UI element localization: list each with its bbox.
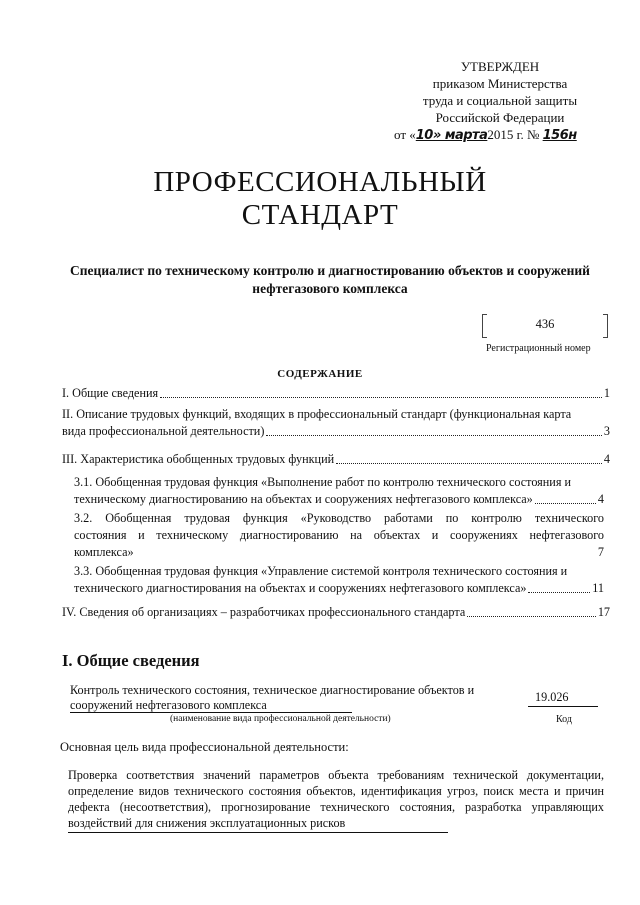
toc-leader (336, 463, 602, 464)
toc-entry-text: IV. Сведения об организациях – разработчиках профессионального стандарта (62, 605, 466, 619)
contents-title: СОДЕРЖАНИЕ (277, 368, 363, 380)
document-title (0, 166, 640, 232)
toc-entry-text: I. Общие сведения (62, 386, 159, 400)
handwritten-date: 10» марта (415, 128, 488, 143)
section-heading: I. Общие сведения (62, 651, 200, 670)
title-line-1: ПРОФЕССИОНАЛЬНЫЙ (153, 166, 487, 198)
toc-page: 1 (603, 386, 610, 400)
toc-leader (160, 397, 602, 398)
activity-code: 19.026 (535, 690, 569, 704)
toc-entry-text: III. Характеристика обобщенных трудовых функций (62, 452, 335, 466)
toc-entry-text-cont: состояния и техническому диагностированию на объектах и сооружениях нефтегазового (74, 528, 604, 542)
toc-page: 4 (597, 492, 604, 506)
toc-entry-text: II. Описание трудовых функций, входящих в профессиональный стандарт (функциональная карта (62, 407, 572, 421)
registration-number: 436 (535, 317, 555, 331)
registration-box (482, 314, 608, 336)
code-caption: Код (556, 714, 572, 725)
toc-entry-2[interactable] (62, 406, 610, 440)
toc-entry-text: 3.1. Обобщенная трудовая функция «Выполнение работ по контролю технического состояния и (74, 475, 572, 489)
approval-ministry: труда и социальной защиты (422, 93, 578, 108)
handwritten-order-number: 156н (542, 128, 577, 143)
activity-caption: (наименование вида профессиональной деятельности) (170, 714, 391, 724)
toc-entry-text: 3.2. Обобщенная трудовая функция «Руководство работами по контролю технического (74, 511, 604, 525)
toc-entry-text: 3.3. Обобщенная трудовая функция «Управление системой контроля технического состояния и (74, 564, 568, 578)
registration-label: Регистрационный номер (486, 343, 591, 354)
toc-leader (528, 592, 590, 593)
standard-name: Специалист по техническому контролю и диагностированию объектов и сооружений нефтегазового комплекса (70, 263, 590, 296)
toc-entry-text-cont: техническому диагностированию на объектах и сооружениях нефтегазового комплекса» (74, 492, 533, 506)
toc-page: 7 (597, 545, 604, 559)
goal-label: Основная цель вида профессиональной деятельности: (60, 740, 349, 754)
toc-leader (266, 435, 602, 436)
toc-entry-1[interactable] (62, 385, 610, 402)
toc-entry-3-1[interactable] (74, 474, 604, 508)
approval-title: УТВЕРЖДЕН (460, 59, 540, 74)
toc-entry-3[interactable] (62, 451, 610, 468)
toc-entry-3-2[interactable] (74, 510, 604, 561)
toc-entry-text-cont: технического диагностирования на объектах и сооружениях нефтегазового комплекса» (74, 581, 527, 595)
title-line-2: СТАНДАРТ (241, 199, 399, 231)
toc-leader (535, 503, 596, 504)
toc-entry-text-cont: вида профессиональной деятельности) (62, 424, 265, 438)
toc-page: 3 (603, 424, 610, 438)
approval-country: Российской Федерации (435, 110, 565, 125)
toc-page: 11 (592, 581, 604, 595)
toc-page: 4 (603, 452, 610, 466)
date-year: 2015 г. № (487, 127, 540, 142)
activity-name-line-1: Контроль технического состояния, техническое диагностирование объектов и (70, 683, 475, 697)
date-prefix: от « (394, 127, 416, 142)
activity-name-line-2: сооружений нефтегазового комплекса (70, 698, 267, 712)
goal-text: Проверка соответствия значений параметров объекта требованиям технической документации, определение видов технического состояния объектов, идентификация угроз, поиск места и причин дефекта (несоответствия), прогнозирование технического состояния, разработка управляющих воздействий для снижения эксплуатационных рисков (68, 768, 604, 830)
approval-block (394, 58, 600, 144)
toc-entry-4[interactable] (62, 604, 610, 621)
activity-name (70, 683, 510, 713)
toc-entry-text-cont: комплекса» (74, 545, 134, 559)
toc-page: 17 (597, 605, 610, 619)
activity-underline (70, 712, 352, 713)
approval-date-line (394, 126, 600, 144)
approval-order: приказом Министерства (432, 76, 568, 91)
toc-leader (467, 616, 596, 617)
toc-entry-3-3[interactable] (74, 563, 604, 597)
code-underline (528, 706, 598, 707)
goal-underline (68, 832, 448, 833)
